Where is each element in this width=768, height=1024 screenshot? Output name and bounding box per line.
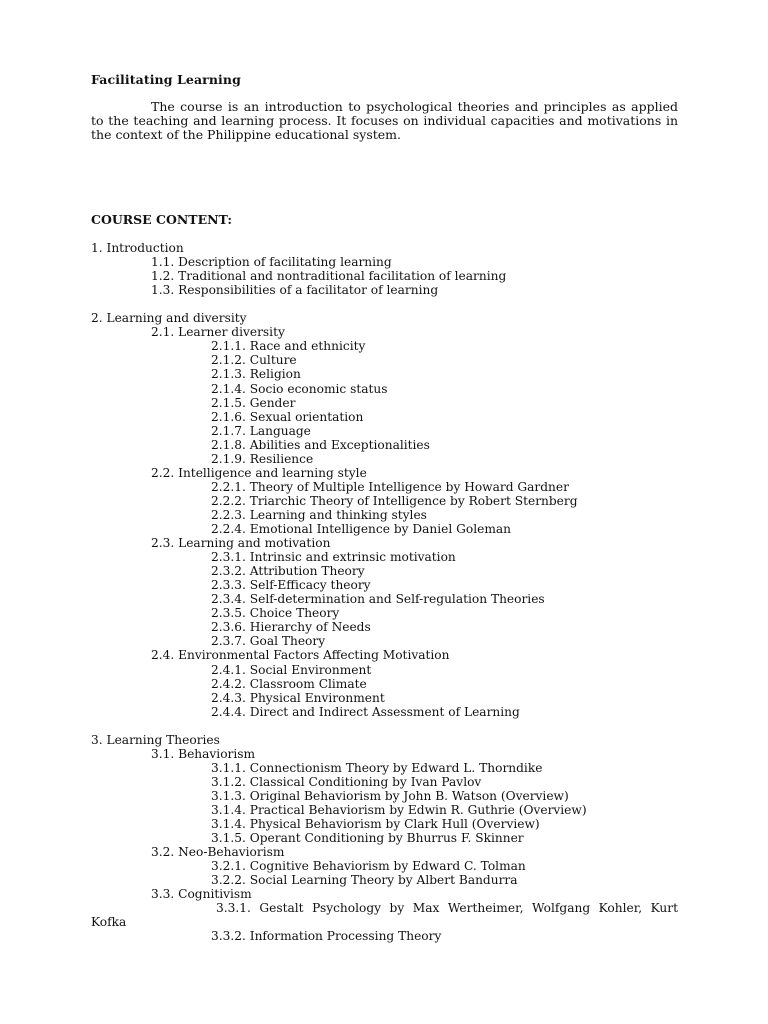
- outline-item-level-3: 2.1.4. Socio economic status: [211, 381, 388, 396]
- section-heading: COURSE CONTENT:: [91, 212, 233, 227]
- outline-item-level-2: 2.4. Environmental Factors Affecting Motivation: [151, 648, 450, 663]
- outline-item-level-3: 2.2.2. Triarchic Theory of Intelligence by Robert Sternberg: [211, 493, 578, 508]
- outline-item-level-3: 3.1.3. Original Behaviorism by John B. Watson (Overview): [211, 788, 569, 803]
- outline-item-level-3: 2.1.1. Race and ethnicity: [211, 339, 366, 354]
- outline-item-level-3: 2.3.2. Attribution Theory: [211, 564, 365, 579]
- outline-item-level-3: 3.2.1. Cognitive Behaviorism by Edward C. Tolman: [211, 859, 526, 874]
- outline-item-level-3: 2.1.6. Sexual orientation: [211, 409, 364, 424]
- outline-item-level-1: 2. Learning and diversity: [91, 311, 247, 326]
- outline-item-level-3: 2.3.3. Self-Efficacy theory: [211, 578, 371, 593]
- outline-item-level-3: 2.4.1. Social Environment: [211, 662, 372, 677]
- outline-item-level-3: 3.2.2. Social Learning Theory by Albert Bandurra: [211, 873, 518, 888]
- outline-item-level-2: 3.3. Cognitivism: [151, 887, 252, 902]
- outline-item-level-2: 1.2. Traditional and nontraditional facilitation of learning: [151, 269, 507, 284]
- outline-item-level-2: 2.1. Learner diversity: [151, 325, 285, 340]
- outline-item-level-1: 3. Learning Theories: [91, 732, 220, 747]
- outline-item-level-3: 2.3.6. Hierarchy of Needs: [211, 620, 371, 635]
- outline-item-level-2: 3.2. Neo-Behaviorism: [151, 845, 285, 860]
- outline-item-level-3: 2.1.7. Language: [211, 423, 311, 438]
- outline-item-level-3: 2.3.5. Choice Theory: [211, 606, 340, 621]
- outline-item-level-3: 3.3.2. Information Processing Theory: [211, 929, 442, 944]
- outline-item-level-3: 3.1.4. Physical Behaviorism by Clark Hull (Overview): [211, 817, 540, 832]
- outline-item-level-3: 2.4.2. Classroom Climate: [211, 676, 367, 691]
- outline-item-level-3: 2.1.2. Culture: [211, 353, 297, 368]
- outline-item-level-3: 2.1.8. Abilities and Exceptionalities: [211, 437, 430, 452]
- outline-item-level-3: 2.1.3. Religion: [211, 367, 301, 382]
- outline-item-level-3: 2.3.1. Intrinsic and extrinsic motivation: [211, 550, 456, 565]
- outline-item-level-3: 2.3.4. Self-determination and Self-regulation Theories: [211, 592, 545, 607]
- outline-item-level-3: 2.3.7. Goal Theory: [211, 634, 326, 649]
- outline-item-wrapped: 3.3.1. Gestalt Psychology by Max Wertheimer, Wolfgang Kohler, Kurt Kofka: [91, 901, 678, 930]
- outline-item-level-2: 1.1. Description of facilitating learning: [151, 255, 392, 270]
- outline-item-level-3: 3.1.5. Operant Conditioning by Bhurrus F. Skinner: [211, 831, 524, 846]
- outline-item-level-3: 2.4.4. Direct and Indirect Assessment of Learning: [211, 704, 520, 719]
- outline-item-level-3: 2.2.3. Learning and thinking styles: [211, 507, 427, 522]
- outline-item-level-3: 3.1.1. Connectionism Theory by Edward L. Thorndike: [211, 760, 543, 775]
- outline-item-level-2: 1.3. Responsibilities of a facilitator of learning: [151, 283, 439, 298]
- outline-item-level-2: 2.2. Intelligence and learning style: [151, 465, 367, 480]
- outline-item-level-3: 3.1.2. Classical Conditioning by Ivan Pavlov: [211, 774, 482, 789]
- outline-item-level-3: 2.1.5. Gender: [211, 395, 296, 410]
- outline-item-level-3: 2.4.3. Physical Environment: [211, 690, 385, 705]
- outline-item-level-2: 2.3. Learning and motivation: [151, 536, 331, 551]
- course-description: The course is an introduction to psychological theories and principles as applied to the teaching and learning process. It focuses on individual capacities and motivations in the context of the Philippine educational system.: [91, 99, 678, 143]
- document-title: Facilitating Learning: [91, 72, 241, 87]
- outline-item-level-3: 2.2.4. Emotional Intelligence by Daniel Goleman: [211, 522, 511, 536]
- outline-item-level-3: 2.1.9. Resilience: [211, 451, 314, 466]
- outline-item-level-3: 3.1.4. Practical Behaviorism by Edwin R. Guthrie (Overview): [211, 803, 587, 817]
- outline-item-level-2: 3.1. Behaviorism: [151, 746, 256, 761]
- outline-item-level-1: 1. Introduction: [91, 241, 184, 255]
- outline-item-level-3: 2.2.1. Theory of Multiple Intelligence by Howard Gardner: [211, 479, 569, 494]
